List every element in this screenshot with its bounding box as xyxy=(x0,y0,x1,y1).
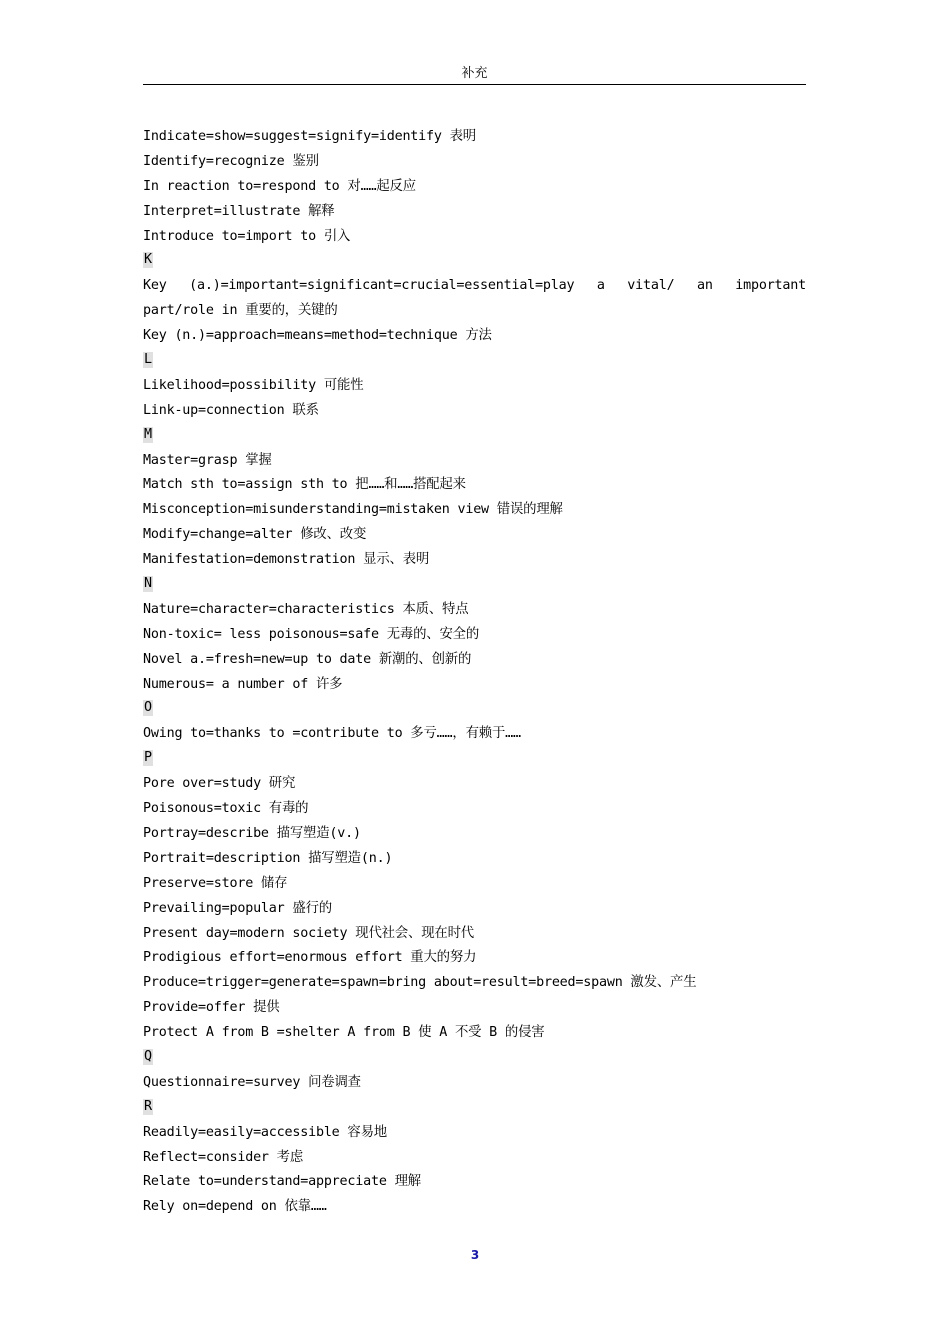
vocab-entry: Relate to=understand=appreciate 理解 xyxy=(143,1174,421,1190)
vocab-entry: Modify=change=alter 修改、改变 xyxy=(143,527,367,543)
vocab-entry: Produce=trigger=generate=spawn=bring about=result=breed=spawn 激发、产生 xyxy=(143,975,697,991)
page-number: 3 xyxy=(470,1248,480,1262)
vocab-entry: Master=grasp 掌握 xyxy=(143,452,272,468)
section-letter: N xyxy=(144,576,152,592)
section-letter: P xyxy=(144,750,152,766)
section-letter: L xyxy=(144,352,152,368)
vocab-entry: Likelihood=possibility 可能性 xyxy=(143,377,364,393)
section-letter: Q xyxy=(144,1048,152,1064)
vocab-entry: Introduce to=import to 引入 xyxy=(143,228,351,244)
vocab-entry: Interpret=illustrate 解释 xyxy=(143,203,335,219)
section-letter: K xyxy=(144,252,152,268)
vocab-entry: Provide=offer 提供 xyxy=(143,1000,280,1016)
vocab-entry: Link-up=connection 联系 xyxy=(143,402,319,418)
vocab-entry: Pore over=study 研究 xyxy=(143,776,296,792)
vocabulary-list xyxy=(143,125,806,1220)
vocab-entry: Key (n.)=approach=means=method=technique 方法 xyxy=(143,328,492,344)
section-letter-row xyxy=(143,747,806,772)
vocab-entry: Match sth to=assign sth to 把……和……搭配起来 xyxy=(143,477,466,493)
vocab-entry: Preserve=store 储存 xyxy=(143,875,288,891)
vocab-entry: Present day=modern society 现代社会、现在时代 xyxy=(143,925,474,941)
vocab-entry: Rely on=depend on 依靠…… xyxy=(143,1199,327,1215)
section-letter: O xyxy=(144,700,152,716)
section-letter-row xyxy=(143,1096,806,1121)
section-letter-row xyxy=(143,1046,806,1071)
vocab-entry: Owing to=thanks to =contribute to 多亏……，有赖于…… xyxy=(143,726,521,742)
vocab-entry: Prevailing=popular 盛行的 xyxy=(143,900,332,916)
vocab-entry: Protect A from B =shelter A from B 使 A 不受 B 的侵害 xyxy=(143,1025,545,1041)
vocab-entry: Reflect=consider 考虑 xyxy=(143,1149,304,1165)
section-letter-row xyxy=(143,573,806,598)
vocab-entry: Portrait=description 描写塑造(n.) xyxy=(143,850,393,866)
page-header xyxy=(143,64,806,85)
section-letter-row xyxy=(143,349,806,374)
vocab-entry: Misconception=misunderstanding=mistaken view 错误的理解 xyxy=(143,502,563,518)
vocab-entry: Questionnaire=survey 问卷调查 xyxy=(143,1074,361,1090)
section-letter: R xyxy=(144,1098,152,1114)
vocab-entry: Nature=character=characteristics 本质、特点 xyxy=(143,601,469,617)
vocab-entry: Novel a.=fresh=new=up to date 新潮的、创新的 xyxy=(143,651,472,667)
vocab-entry: Indicate=show=suggest=signify=identify 表明 xyxy=(143,129,476,144)
section-letter-row xyxy=(143,249,806,274)
header-title: 补充 xyxy=(461,66,488,81)
vocab-entry: Poisonous=toxic 有毒的 xyxy=(143,801,309,817)
vocab-entry: Non-toxic= less poisonous=safe 无毒的、安全的 xyxy=(143,626,480,642)
section-letter: M xyxy=(144,426,152,442)
vocab-entry-continuation: part/role in 重要的，关键的 xyxy=(143,303,338,319)
vocab-entry: Readily=easily=accessible 容易地 xyxy=(143,1124,387,1140)
vocab-entry: Prodigious effort=enormous effort 重大的努力 xyxy=(143,950,477,966)
vocab-entry: Key (a.)=important=significant=crucial=essential=play a vital/ an important xyxy=(143,278,806,294)
vocab-entry: Portray=describe 描写塑造(v.) xyxy=(143,825,361,841)
vocab-entry: Identify=recognize 鉴别 xyxy=(143,153,319,169)
vocab-entry: In reaction to=respond to 对……起反应 xyxy=(143,178,416,194)
vocab-entry: Manifestation=demonstration 显示、表明 xyxy=(143,552,430,568)
section-letter-row xyxy=(143,697,806,722)
vocab-entry: Numerous= a number of 许多 xyxy=(143,676,343,692)
section-letter-row xyxy=(143,424,806,449)
